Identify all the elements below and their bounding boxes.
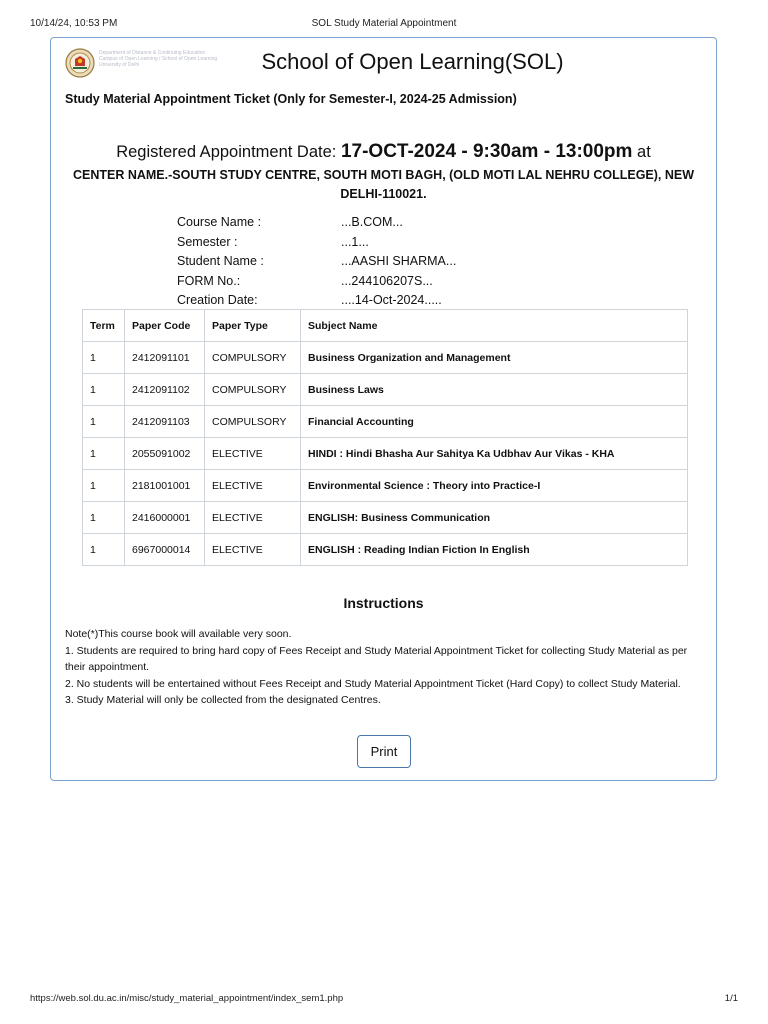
term-cell: 1 xyxy=(83,534,125,566)
instruction-item: 2. No students will be entertained without Fees Receipt and Study Material Appointment Ticket (Hard Copy) to collect Study Material. xyxy=(65,677,681,690)
paper-type-cell: ELECTIVE xyxy=(205,438,301,470)
col-term: Term xyxy=(83,310,125,342)
table-row xyxy=(83,438,688,470)
print-page-title: SOL Study Material Appointment xyxy=(311,18,457,29)
col-subject-name: Subject Name xyxy=(301,310,688,342)
appointment-label: Registered Appointment Date: xyxy=(116,143,337,161)
table-row xyxy=(83,502,688,534)
appointment-ticket-card xyxy=(50,37,717,781)
paper-type-cell: ELECTIVE xyxy=(205,534,301,566)
term-cell: 1 xyxy=(83,438,125,470)
table-row xyxy=(83,470,688,502)
table-row xyxy=(83,342,688,374)
logo-line: Department of Distance & Continuing Education xyxy=(99,50,206,56)
course-label: Course Name : xyxy=(177,215,262,229)
col-paper-code: Paper Code xyxy=(125,310,205,342)
term-cell: 1 xyxy=(83,342,125,374)
subject-name-cell: ENGLISH: Business Communication xyxy=(301,502,688,534)
paper-type-cell: COMPULSORY xyxy=(205,406,301,438)
page-title: School of Open Learning(SOL) xyxy=(261,49,564,74)
paper-code-cell: 2181001001 xyxy=(125,470,205,502)
table-row xyxy=(83,534,688,566)
term-cell: 1 xyxy=(83,502,125,534)
instruction-item: 3. Study Material will only be collected from the designated Centres. xyxy=(65,694,381,706)
table-row xyxy=(83,374,688,406)
term-cell: 1 xyxy=(83,374,125,406)
course-value: ...B.COM... xyxy=(341,215,403,229)
paper-code-cell: 2412091102 xyxy=(125,374,205,406)
instruction-note: Note(*)This course book will available very soon. xyxy=(65,628,292,640)
form-no-value: ...244106207S... xyxy=(341,273,433,288)
ticket-title: Study Material Appointment Ticket (Only for Semester-I, 2024-25 Admission) xyxy=(65,92,517,106)
term-cell: 1 xyxy=(83,406,125,438)
table-row xyxy=(83,406,688,438)
subject-name-cell: HINDI : Hindi Bhasha Aur Sahitya Ka Udbhav Aur Vikas - KHA xyxy=(301,438,688,470)
student-name-label: Student Name : xyxy=(177,254,264,268)
paper-code-cell: 2416000001 xyxy=(125,502,205,534)
form-no-label: FORM No.: xyxy=(177,273,241,288)
instructions-list xyxy=(65,626,704,709)
paper-type-cell: COMPULSORY xyxy=(205,374,301,406)
info-row-form xyxy=(177,272,456,292)
info-row-semester xyxy=(177,233,456,253)
paper-code-cell: 2055091002 xyxy=(125,438,205,470)
subject-name-cell: Business Laws xyxy=(301,374,688,406)
instruction-item: 1. Students are required to bring hard copy of Fees Receipt and Study Material Appointment Ticket for collecting Study Material as per their appointment. xyxy=(65,644,688,673)
student-name-value: ...AASHI SHARMA... xyxy=(341,254,457,268)
print-datetime: 10/14/24, 10:53 PM xyxy=(30,18,118,29)
logo-line: Campus of Open Learning / School of Open Learning xyxy=(99,56,218,62)
term-cell: 1 xyxy=(83,470,125,502)
paper-code-cell: 2412091101 xyxy=(125,342,205,374)
table-header-row xyxy=(83,310,688,342)
info-row-course xyxy=(177,213,456,233)
semester-label: Semester : xyxy=(177,234,238,249)
info-row-student xyxy=(177,252,456,272)
instructions-heading: Instructions xyxy=(343,595,424,611)
paper-type-cell: ELECTIVE xyxy=(205,470,301,502)
student-info xyxy=(177,213,456,311)
creation-date-value: ....14-Oct-2024..... xyxy=(341,293,442,307)
semester-value: ...1... xyxy=(341,234,369,249)
print-url: https://web.sol.du.ac.in/misc/study_material_appointment/index_sem1.php xyxy=(30,993,344,1004)
creation-date-label: Creation Date: xyxy=(177,293,258,307)
subject-name-cell: ENGLISH : Reading Indian Fiction In English xyxy=(301,534,688,566)
appointment-suffix: at xyxy=(637,143,651,161)
subject-name-cell: Financial Accounting xyxy=(301,406,688,438)
paper-type-cell: ELECTIVE xyxy=(205,502,301,534)
col-paper-type: Paper Type xyxy=(205,310,301,342)
appointment-date xyxy=(51,141,716,163)
paper-code-cell: 2412091103 xyxy=(125,406,205,438)
logo-line: University of Delhi xyxy=(99,62,140,68)
print-button[interactable]: Print xyxy=(357,735,411,768)
info-row-creation xyxy=(177,291,456,311)
papers-table xyxy=(82,309,688,566)
paper-type-cell: COMPULSORY xyxy=(205,342,301,374)
print-page-number: 1/1 xyxy=(724,993,738,1004)
subject-name-cell: Environmental Science : Theory into Practice-I xyxy=(301,470,688,502)
appointment-value: 17-OCT-2024 - 9:30am - 13:00pm xyxy=(340,141,633,162)
paper-code-cell: 6967000014 xyxy=(125,534,205,566)
center-name: CENTER NAME.-SOUTH STUDY CENTRE, SOUTH MOTI BAGH, (OLD MOTI LAL NEHRU COLLEGE), NEW DELHI-110021. xyxy=(72,168,695,201)
subject-name-cell: Business Organization and Management xyxy=(301,342,688,374)
